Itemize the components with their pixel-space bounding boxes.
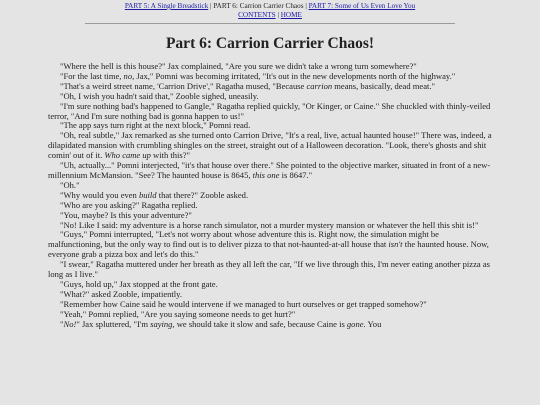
paragraph-text: , Jax," Pomni was becoming irritated, "It's out in the new developments north of the highway." bbox=[132, 70, 456, 81]
paragraph-text: "Guys, hold up," Jax stopped at the front gate. bbox=[60, 278, 218, 289]
home-link[interactable]: HOME bbox=[280, 11, 302, 19]
nav-separator: | bbox=[277, 11, 279, 19]
paragraph-text: the haunted house. Now, everyone grab a pizza box and let's do this." bbox=[48, 239, 489, 260]
story-paragraph bbox=[48, 230, 492, 260]
paragraph-text: "Guys," Pomni interrupted, "Let's not worry about whose adventure this is. Right now, the simulation might be malfunctioning, but the only way to find out is to deliver pizza to that not-haunted-at-all house that bbox=[48, 229, 439, 250]
paragraph-text: " bbox=[60, 318, 64, 329]
paragraph-text: "Oh." bbox=[60, 179, 80, 190]
paragraph-text: "Oh, I wish you hadn't said that," Zooble sighed, uneasily. bbox=[60, 90, 259, 101]
paragraph-text: "You, maybe? Is this your adventure?" bbox=[60, 209, 192, 220]
emphasized-text: gone bbox=[346, 318, 364, 329]
emphasized-text: this one bbox=[252, 169, 280, 180]
paragraph-text: that there?" Zooble asked. bbox=[156, 189, 249, 200]
story-paragraph bbox=[48, 320, 492, 330]
contents-link[interactable]: CONTENTS bbox=[238, 11, 276, 19]
emphasized-text: Who came up bbox=[104, 150, 151, 161]
paragraph-text: , we should take it slow and safe, because Caine is bbox=[172, 318, 347, 329]
emphasized-text: No! bbox=[63, 318, 77, 329]
paragraph-text: "Uh, actually..." Pomni interjected, "it's that house over there." She pointed to the objective marker, situated in front of a new-millennium McMansion. "See? The haunted house is 8645, bbox=[48, 160, 491, 180]
emphasized-text: isn't bbox=[388, 239, 403, 250]
nav-separator: | bbox=[210, 2, 212, 10]
paragraph-text: "No! Like I said: my adventure is a horse ranch simulator, not a murder mystery mansion or whatever the hell this shit is!" bbox=[60, 219, 479, 230]
paragraph-text: means, basically, dead meat." bbox=[332, 80, 435, 91]
chapter-navigation bbox=[0, 0, 540, 20]
story-paragraph bbox=[48, 102, 492, 122]
paragraph-text: "Oh, real subtle," Jax remarked as she turned onto Carrion Drive, "It's a real, live, actual haunted house!" There was, indeed, a dilapidated mansion with crumbling shingles on the street, straight out of a Halloween decoration. "Look, there's ghosts and shit comin' out of it. bbox=[48, 130, 492, 161]
paragraph-text: "I swear," Ragatha muttered under her breath as they all left the car, "If we live through this, I'm never eating another pizza as long as I live." bbox=[48, 259, 490, 280]
nav-separator: | bbox=[305, 2, 307, 10]
paragraph-text: "Remember how Caine said he would intervene if we managed to hurt ourselves or get trapped somehow?" bbox=[60, 298, 427, 309]
paragraph-text: "For the last time, bbox=[60, 70, 124, 81]
chapter-title: Part 6: Carrion Carrier Chaos! bbox=[165, 35, 375, 52]
paragraph-text: is 8647." bbox=[279, 169, 313, 180]
paragraph-text: with this?" bbox=[150, 150, 191, 161]
next-chapter-link[interactable]: PART 7: Some of Us Even Love You bbox=[308, 2, 416, 10]
paragraph-text: " Jax spluttered, "I'm bbox=[76, 318, 151, 329]
divider bbox=[85, 23, 455, 24]
story-paragraph bbox=[48, 260, 492, 280]
story-paragraph bbox=[48, 161, 492, 181]
emphasized-text: no bbox=[123, 70, 133, 81]
emphasized-text: saying bbox=[150, 318, 173, 329]
paragraph-text: "Where the hell is this house?" Jax complained, "Are you sure we didn't take a wrong turn somewhere?" bbox=[60, 61, 417, 71]
paragraph-text: "Why would you even bbox=[60, 189, 139, 200]
prev-chapter-link[interactable]: PART 5: A Single Breadstick bbox=[124, 2, 209, 10]
emphasized-text: build bbox=[138, 189, 157, 200]
current-chapter-label: PART 6: Carrion Carrier Chaos bbox=[213, 2, 304, 10]
paragraph-text: "That's a weird street name, 'Carrion Drive'," Ragatha mused, "Because bbox=[60, 80, 307, 91]
paragraph-text: "Who are you asking?" Ragatha replied. bbox=[60, 199, 198, 210]
story-text bbox=[48, 62, 492, 329]
paragraph-text: "I'm sure nothing bad's happened to Gangle," Ragatha replied quickly, "Or Kinger, or Caine." She chuckled with thinly-veiled terror, "And I'm sure nothing bad is gonna happen to us!" bbox=[48, 100, 491, 121]
paragraph-text: . You bbox=[363, 318, 382, 329]
paragraph-text: "The app says turn right at the next block," Pomni read. bbox=[60, 120, 251, 131]
story-paragraph bbox=[48, 131, 492, 161]
emphasized-text: carrion bbox=[306, 80, 333, 91]
paragraph-text: "What?" asked Zooble, impatiently. bbox=[60, 288, 183, 299]
paragraph-text: "Yeah," Pomni replied, "Are you saying someone needs to get hurt?" bbox=[60, 308, 296, 319]
